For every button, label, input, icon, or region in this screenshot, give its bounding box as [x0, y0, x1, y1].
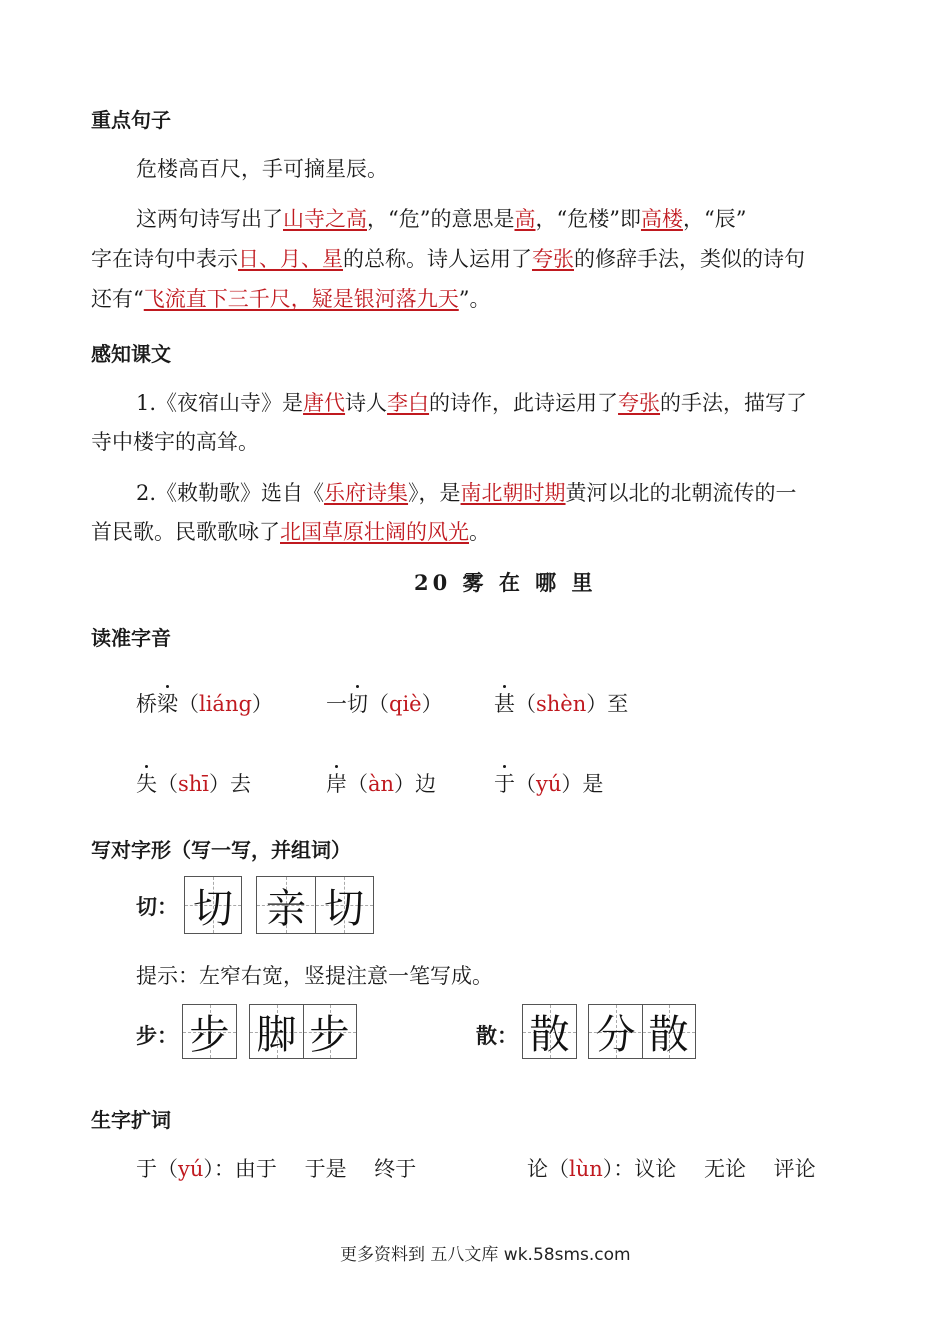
pinyin-item	[136, 690, 273, 718]
emphasis-dot	[145, 765, 148, 768]
word-char: 散	[648, 1012, 689, 1058]
word-part: 是	[582, 772, 604, 796]
paragraph-line-1: 这两句诗写出了山寺之高，“危”的意思是高，“危楼”即高楼，“辰”	[136, 207, 747, 231]
paren: （	[157, 772, 178, 796]
writing-box-san	[522, 1004, 577, 1059]
word-part: 一	[326, 692, 347, 716]
writing-box-qie	[184, 876, 242, 934]
word-char: 分	[595, 1012, 636, 1058]
paragraph-line-3: 还有“飞流直下三千尺，疑是银河落九天”。	[91, 287, 491, 311]
answer: 唐代	[303, 391, 346, 415]
word-part: 边	[415, 772, 437, 796]
dotted-char: 切	[347, 692, 368, 716]
item-2-line-1: 2.《敕勒歌》选自《乐府诗集》，是南北朝时期黄河以北的北朝流传的一	[136, 481, 797, 505]
paren: ）	[561, 772, 583, 796]
answer: 日、月、星	[238, 247, 343, 271]
answer: 李白	[387, 391, 430, 415]
practice-char: 切	[193, 885, 233, 932]
paren: （	[368, 692, 389, 716]
paren: ）	[586, 692, 608, 716]
pinyin: shī	[178, 772, 210, 796]
answer: 北国草原壮阔的风光	[280, 520, 469, 544]
dotted-char: 失	[136, 772, 157, 796]
word-char: 亲	[266, 885, 306, 932]
section-heading-key-sentences: 重点句子	[91, 108, 171, 132]
dotted-char: 梁	[157, 692, 178, 716]
lesson-title: 20 雾 在 哪 里	[414, 570, 597, 595]
char-label-qie: 切：	[136, 895, 178, 919]
writing-box-jiaobu	[249, 1004, 357, 1059]
pinyin: àn	[368, 772, 395, 796]
word-char: 步	[309, 1012, 350, 1058]
emphasis-dot	[503, 685, 506, 688]
pinyin: yú	[536, 772, 562, 796]
paren: ）	[394, 772, 416, 796]
item-2-line-2: 首民歌。民歌歌咏了北国草原壮阔的风光。	[91, 520, 490, 544]
pinyin: yú	[178, 1157, 204, 1181]
paren: （	[515, 692, 536, 716]
pinyin-item	[494, 770, 603, 798]
emphasis-dot	[503, 765, 506, 768]
pinyin-item	[326, 770, 436, 798]
writing-box-fensan	[588, 1004, 696, 1059]
item-1-line-2: 寺中楼宇的高耸。	[91, 430, 259, 454]
paren: （	[347, 772, 368, 796]
pinyin: liáng	[199, 692, 252, 716]
answer: 飞流直下三千尺，疑是银河落九天	[143, 287, 459, 311]
poem-line: 危楼高百尺，手可摘星辰。	[136, 157, 388, 181]
answer: 夸张	[618, 391, 661, 415]
answer: 高楼	[640, 207, 683, 231]
paren: （	[178, 692, 199, 716]
item-1-line-1: 1.《夜宿山寺》是唐代诗人李白的诗作，此诗运用了夸张的手法，描写了	[136, 391, 808, 415]
paren: ）	[209, 772, 231, 796]
char-label-san: 散：	[476, 1024, 518, 1048]
footer-text: 更多资料到 五八文库 wk.58sms.com	[340, 1245, 631, 1265]
answer: 山寺之高	[283, 207, 367, 231]
section-heading-perceive-text: 感知课文	[91, 342, 171, 366]
dotted-char: 甚	[494, 692, 515, 716]
section-heading-word-expansion: 生字扩词	[91, 1108, 171, 1132]
answer: 夸张	[532, 247, 574, 271]
pinyin: shèn	[536, 692, 587, 716]
word-part: 桥	[136, 692, 157, 716]
practice-char: 散	[529, 1012, 570, 1058]
section-heading-write-forms: 写对字形（写一写，并组词）	[91, 838, 351, 862]
word-char: 切	[324, 885, 364, 932]
word-expansion-lun: 论（lùn）：议论 无论 评论	[527, 1157, 816, 1181]
pinyin: lùn	[569, 1157, 603, 1181]
word-part: 去	[230, 772, 252, 796]
word-part: 至	[607, 692, 629, 716]
pinyin-item	[326, 690, 443, 718]
pinyin: qiè	[389, 692, 422, 716]
paren: ）	[421, 692, 443, 716]
emphasis-dot	[166, 685, 169, 688]
paren: （	[515, 772, 536, 796]
writing-box-qinqie	[256, 876, 374, 934]
word-expansion-yu: 于（yú）：由于 于是 终于	[136, 1157, 417, 1181]
paren: ）	[251, 692, 273, 716]
writing-box-bu	[182, 1004, 237, 1059]
word-char: 脚	[256, 1012, 297, 1058]
practice-char: 步	[189, 1012, 230, 1058]
emphasis-dot	[356, 685, 359, 688]
writing-hint: 提示：左窄右宽，竖提注意一笔写成。	[136, 964, 493, 988]
paragraph-line-2: 字在诗句中表示日、月、星的总称。诗人运用了夸张的修辞手法，类似的诗句	[91, 247, 805, 271]
emphasis-dot	[335, 765, 338, 768]
dotted-char: 于	[494, 772, 515, 796]
answer: 乐府诗集	[324, 481, 409, 505]
answer: 高	[514, 207, 536, 231]
section-heading-pronunciation: 读准字音	[91, 626, 171, 650]
char-label-bu: 步：	[136, 1024, 178, 1048]
dotted-char: 岸	[326, 772, 347, 796]
pinyin-item	[494, 690, 628, 718]
answer: 南北朝时期	[460, 481, 566, 505]
pinyin-item	[136, 770, 251, 798]
